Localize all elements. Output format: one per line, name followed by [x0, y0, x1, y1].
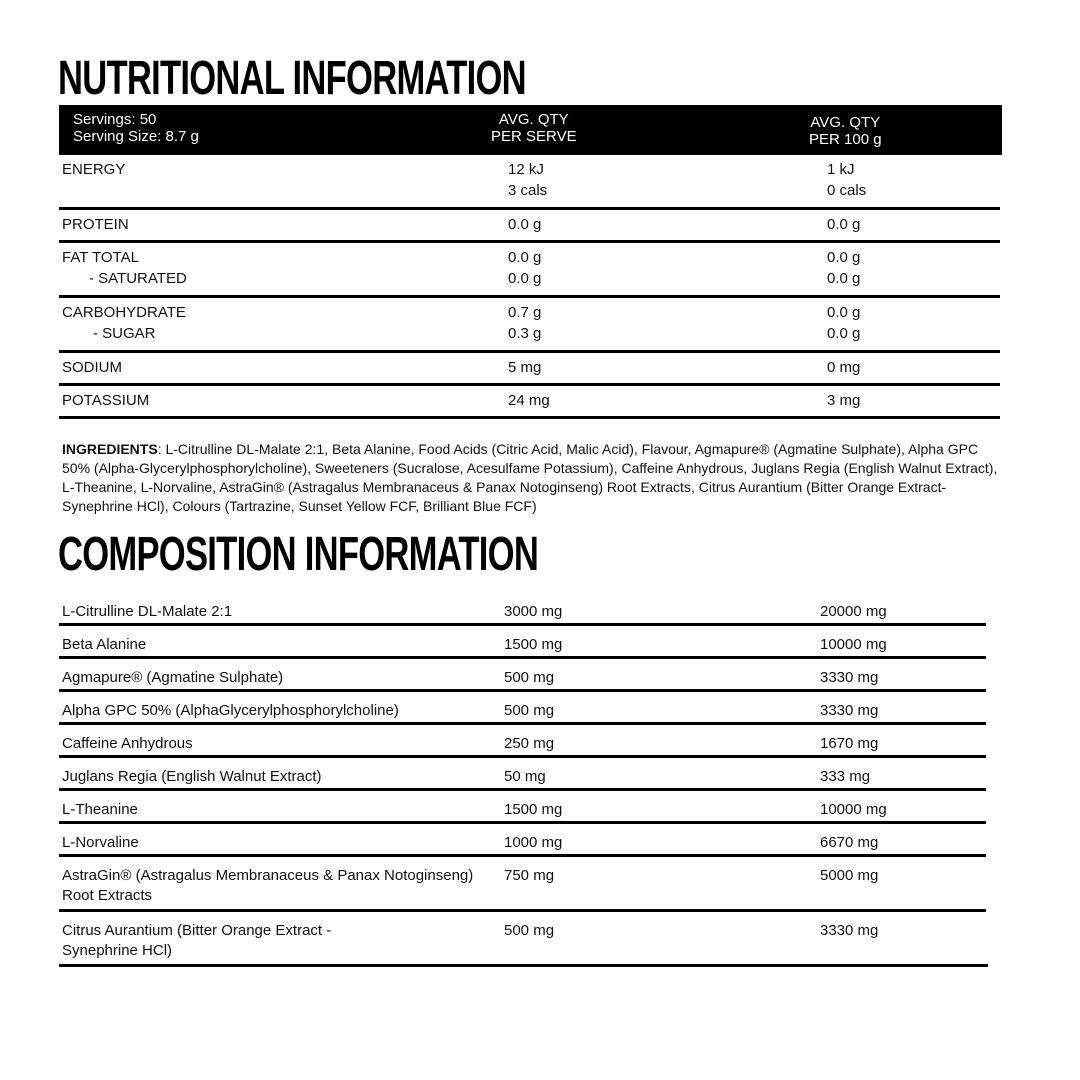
- per-serve-value-2: 0.3 g: [508, 325, 542, 342]
- per-100g-header-line1: AVG. QTY: [810, 114, 881, 131]
- nutrient-label: FAT TOTAL: [62, 249, 139, 266]
- serving-size: Serving Size: 8.7 g: [73, 128, 199, 145]
- per-100g-value: 0.0 g: [827, 249, 861, 266]
- nutrition-row-carbohydrate: [59, 298, 1000, 353]
- per-serve-value: 0.0 g: [508, 249, 542, 266]
- per-100g-cell: [827, 302, 860, 344]
- per-serve-value-2: 3 cals: [508, 182, 548, 199]
- nutrient-label: PROTEIN: [62, 216, 129, 233]
- servings-count: Servings: 50: [73, 111, 157, 128]
- per-serve-cell: [508, 302, 541, 344]
- servings-info: [73, 111, 199, 145]
- per-serve-value: 500 mg: [504, 669, 555, 686]
- ingredients-paragraph: [62, 440, 1007, 516]
- per-100g-header-line2: PER 100 g: [809, 131, 882, 148]
- per-100g-cell: [827, 159, 866, 201]
- per-100g-value: 10000 mg: [820, 636, 887, 653]
- nutrient-label: SODIUM: [62, 359, 122, 376]
- per-serve-value: 500 mg: [504, 702, 555, 719]
- per-100g-value: 3330 mg: [820, 922, 879, 939]
- ingredient-name: Agmapure® (Agmatine Sulphate): [62, 669, 284, 686]
- composition-row: [59, 626, 986, 659]
- ingredient-name: L-Norvaline: [62, 834, 139, 851]
- per-serve-value: 50 mg: [504, 768, 546, 785]
- per-100g-value: 6670 mg: [820, 834, 879, 851]
- composition-row: [59, 791, 986, 824]
- per-serve-value-2: 0.0 g: [508, 270, 542, 287]
- per-100g-value-2: 0.0 g: [827, 325, 861, 342]
- nutritional-information-title: NUTRITIONAL INFORMATION: [58, 52, 526, 105]
- ingredient-name: Beta Alanine: [62, 636, 147, 653]
- per-serve-column-header: [491, 111, 577, 145]
- per-serve-cell: [508, 159, 547, 201]
- composition-row: [59, 857, 986, 912]
- ingredients-text: : L-Citrulline DL-Malate 2:1, Beta Alanine, Food Acids (Citric Acid, Malic Acid), Flavour, Agmapure® (Agmatine Sulphate), Alpha GPC 50% (Alpha-Glycerylphosphorylcholine), Sweeteners (Sucralose, Acesulfame Potassium), Caffeine Anhydrous, Juglans Regia (English Walnut Extract), L-Theanine, L-Norvaline, AstraGin® (Astragalus Membranaceus & Panax Notoginseng) Root Extracts, Citrus Aurantium (Bitter Orange Extract-Synephrine HCl), Colours (Tartrazine, Sunset Yellow FCF, Brilliant Blue FCF): [62, 441, 998, 514]
- per-100g-value: 3330 mg: [820, 669, 879, 686]
- nutrient-sublabel: - SUGAR: [93, 325, 156, 342]
- per-100g-value-2: 0 cals: [827, 182, 867, 199]
- composition-information-title: COMPOSITION INFORMATION: [58, 528, 539, 581]
- nutrition-row-potassium: [59, 386, 1000, 419]
- composition-row: [59, 692, 986, 725]
- per-serve-value: 0.0 g: [508, 216, 542, 233]
- nutrient-label-cell: [62, 247, 187, 289]
- per-100g-value-2: 0.0 g: [827, 270, 861, 287]
- per-100g-column-header: [809, 114, 882, 148]
- ingredient-name: AstraGin® (Astragalus Membranaceus & Panax Notoginseng) Root Extracts: [62, 867, 474, 904]
- composition-row: [59, 725, 986, 758]
- per-serve-value: 5 mg: [508, 359, 542, 376]
- nutrition-row-energy: [59, 155, 1000, 210]
- composition-row: [59, 824, 986, 857]
- per-100g-value: 0.0 g: [827, 304, 861, 321]
- nutrition-table: [59, 155, 1000, 419]
- nutrient-label: CARBOHYDRATE: [62, 304, 186, 321]
- per-serve-value: 24 mg: [508, 392, 550, 409]
- per-serve-value: 1000 mg: [504, 834, 563, 851]
- nutrient-sublabel: - SATURATED: [89, 270, 187, 287]
- ingredient-name: Citrus Aurantium (Bitter Orange Extract - Synephrine HCl): [62, 922, 332, 959]
- per-serve-value: 12 kJ: [508, 161, 544, 178]
- per-100g-value: 3330 mg: [820, 702, 879, 719]
- per-serve-header-line2: PER SERVE: [491, 128, 577, 145]
- per-100g-value: 1670 mg: [820, 735, 879, 752]
- composition-row: [59, 593, 986, 626]
- nutrient-label: ENERGY: [62, 161, 126, 178]
- ingredient-name: L-Theanine: [62, 801, 138, 818]
- per-100g-value: 333 mg: [820, 768, 871, 785]
- per-serve-value: 500 mg: [504, 922, 555, 939]
- ingredient-name: L-Citrulline DL-Malate 2:1: [62, 603, 233, 620]
- per-serve-value: 0.7 g: [508, 304, 542, 321]
- per-serve-header-line1: AVG. QTY: [498, 111, 569, 128]
- nutrition-table-header: [59, 105, 1002, 155]
- composition-row: [59, 659, 986, 692]
- composition-table: [59, 593, 986, 967]
- per-100g-value: 3 mg: [827, 392, 861, 409]
- per-serve-value: 750 mg: [504, 867, 555, 884]
- per-100g-value: 0 mg: [827, 359, 861, 376]
- per-100g-value: 5000 mg: [820, 867, 879, 884]
- composition-row: [59, 758, 986, 791]
- per-100g-cell: [827, 247, 860, 289]
- composition-row: [59, 912, 988, 967]
- per-100g-value: 1 kJ: [827, 161, 855, 178]
- ingredient-name: Caffeine Anhydrous: [62, 735, 193, 752]
- per-serve-value: 1500 mg: [504, 801, 563, 818]
- nutrition-row-sodium: [59, 353, 1000, 386]
- nutrient-label-cell: [62, 302, 186, 344]
- per-100g-value: 10000 mg: [820, 801, 887, 818]
- nutrient-label: POTASSIUM: [62, 392, 150, 409]
- per-serve-value: 1500 mg: [504, 636, 563, 653]
- per-serve-cell: [508, 247, 541, 289]
- ingredient-name: Alpha GPC 50% (AlphaGlycerylphosphorylcholine): [62, 702, 399, 719]
- per-serve-value: 250 mg: [504, 735, 555, 752]
- per-100g-value: 20000 mg: [820, 603, 887, 620]
- ingredients-label: INGREDIENTS: [62, 441, 158, 457]
- nutrition-row-fat: [59, 243, 1000, 298]
- nutrition-row-protein: [59, 210, 1000, 243]
- per-100g-value: 0.0 g: [827, 216, 861, 233]
- per-serve-value: 3000 mg: [504, 603, 563, 620]
- ingredient-name: Juglans Regia (English Walnut Extract): [62, 768, 322, 785]
